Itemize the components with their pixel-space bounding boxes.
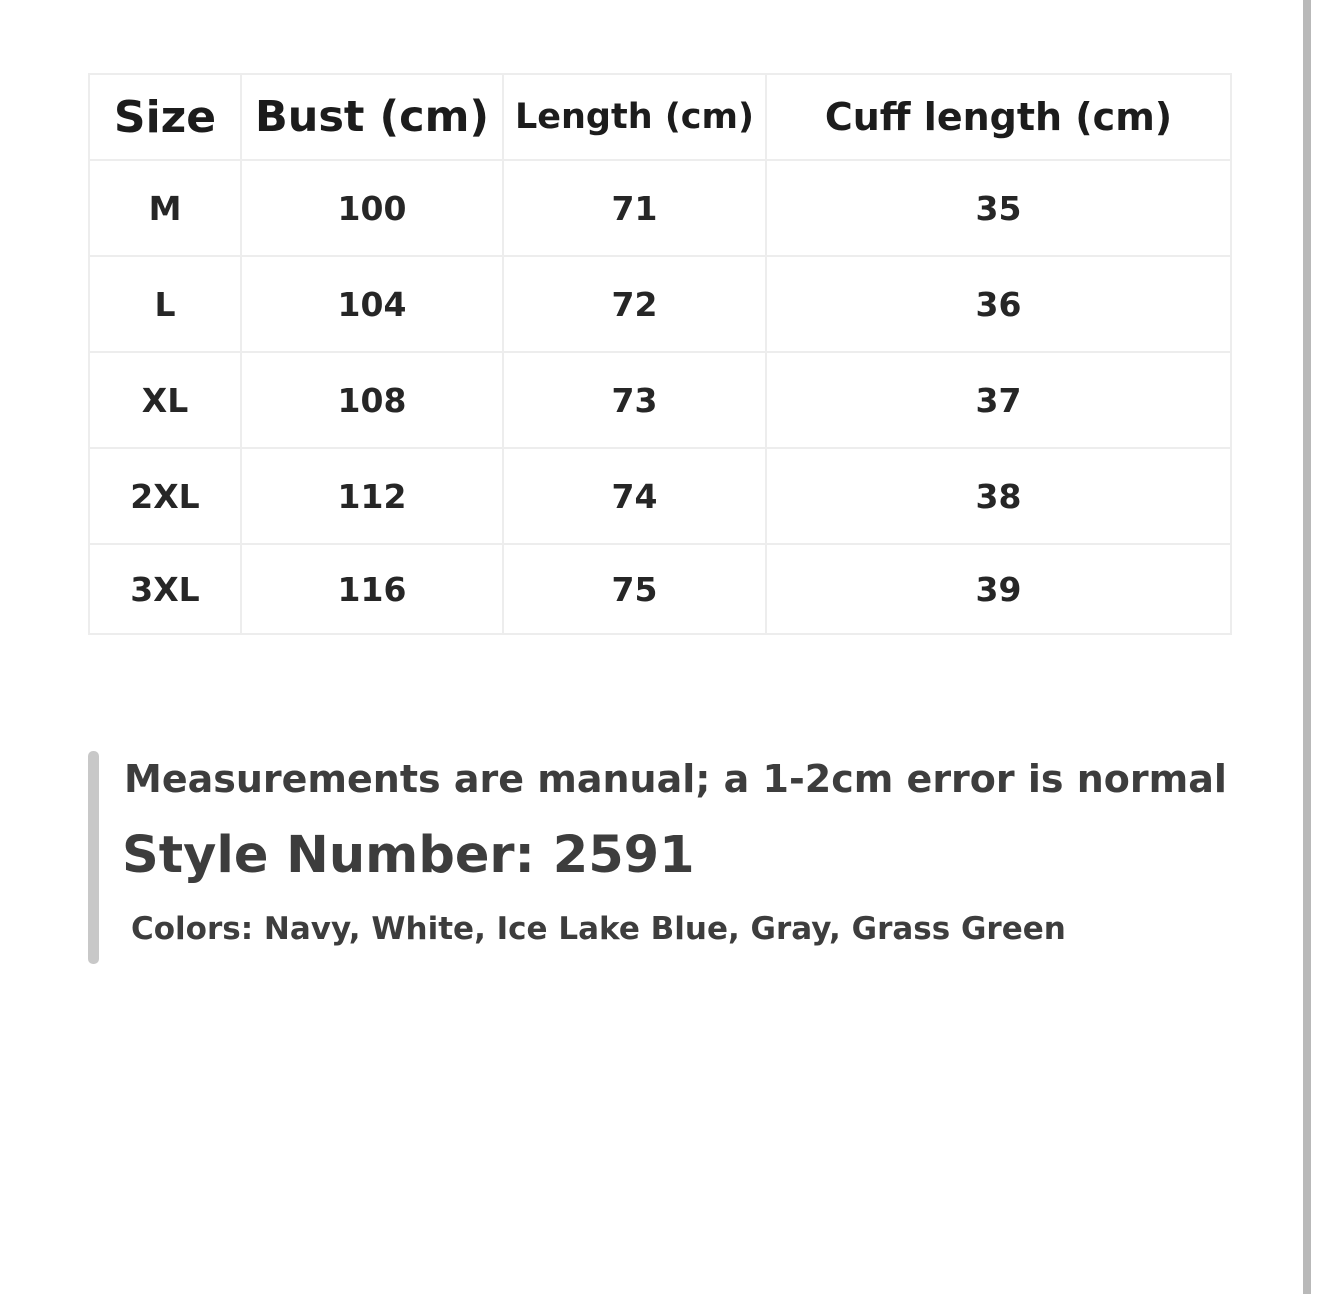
note-accent-bar [88,751,99,964]
cell-cuff-length: 39 [766,544,1231,634]
cell-bust: 108 [241,352,503,448]
cell-bust: 116 [241,544,503,634]
cell-cuff-length: 38 [766,448,1231,544]
cell-bust: 100 [241,160,503,256]
style-number: Style Number: 2591 [122,826,695,885]
scrollbar[interactable] [1303,0,1311,1294]
table-row [89,448,1231,544]
table-header-row [89,74,1231,160]
table-row [89,544,1231,634]
header-size: Size [89,74,241,160]
cell-size: 2XL [89,448,241,544]
header-length: Length (cm) [503,74,766,160]
cell-length: 71 [503,160,766,256]
cell-size: XL [89,352,241,448]
header-cuff-length: Cuff length (cm) [766,74,1231,160]
cell-length: 73 [503,352,766,448]
colors-list: Colors: Navy, White, Ice Lake Blue, Gray, Grass Green [131,911,1066,947]
size-chart-table [88,73,1232,635]
cell-length: 72 [503,256,766,352]
cell-length: 75 [503,544,766,634]
table-row [89,256,1231,352]
table-row [89,352,1231,448]
cell-size: L [89,256,241,352]
cell-cuff-length: 36 [766,256,1231,352]
header-bust: Bust (cm) [241,74,503,160]
cell-bust: 104 [241,256,503,352]
table-row [89,160,1231,256]
cell-bust: 112 [241,448,503,544]
cell-cuff-length: 37 [766,352,1231,448]
cell-length: 74 [503,448,766,544]
measurement-disclaimer: Measurements are manual; a 1-2cm error is normal [124,757,1227,801]
cell-cuff-length: 35 [766,160,1231,256]
cell-size: 3XL [89,544,241,634]
cell-size: M [89,160,241,256]
